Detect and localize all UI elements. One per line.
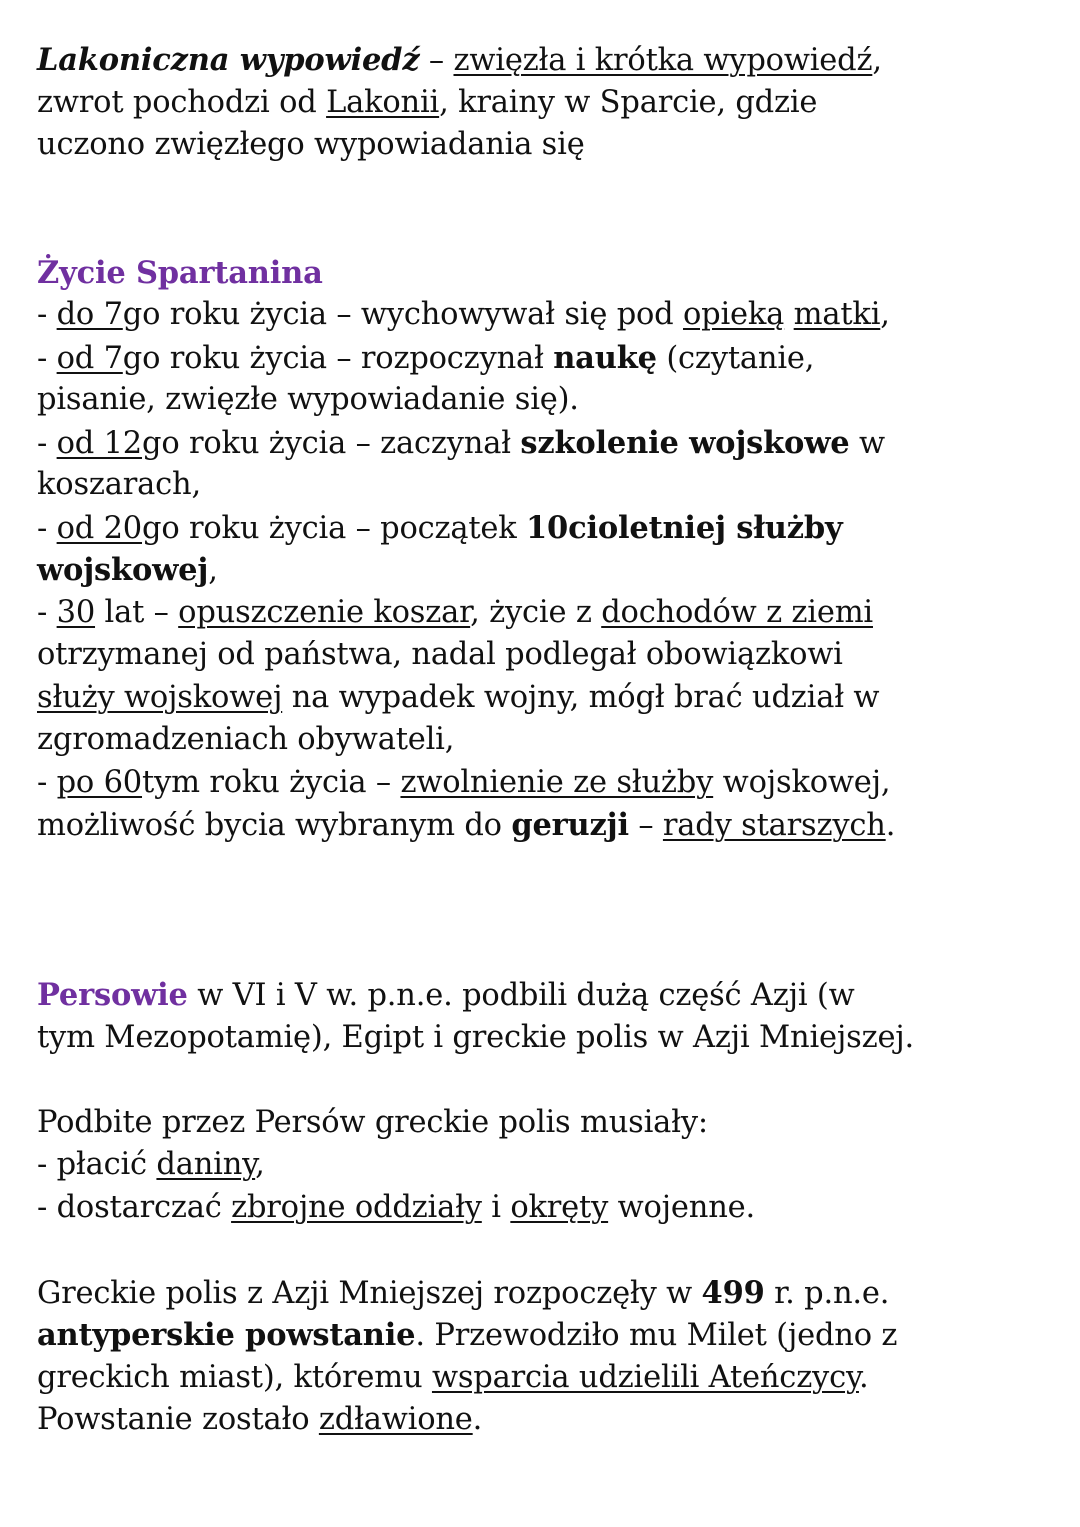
text-line [37, 634, 843, 677]
text-line [37, 1314, 897, 1358]
underlined-text: 30 [56, 594, 96, 630]
text-segment: zgromadzeniach obywateli, [37, 722, 455, 757]
section-heading: Życie Spartanina [37, 254, 323, 291]
text-segment: zwrot pochodzi od [37, 84, 327, 120]
text-segment: na wypadek wojny, mógł brać udział w [282, 679, 880, 715]
text-line [37, 252, 323, 296]
text-segment: tym Mezopotamię), Egipt i greckie polis w Azji Mniejszej. [37, 1019, 915, 1055]
text-segment: r. p.n.e. [764, 1275, 890, 1311]
underlined-text: opieką [683, 297, 785, 332]
text-segment: pisanie, zwięzłe wypowiadanie się). [37, 382, 579, 417]
text-segment: otrzymanej od państwa, nadal podlegał obowiązkowi [37, 637, 843, 672]
text-segment: Greckie polis z Azji Mniejszej rozpoczęły w [37, 1275, 702, 1311]
bold-text: 499 [701, 1274, 765, 1311]
text-segment: . [885, 808, 896, 843]
underlined-text: rady starszych [662, 808, 886, 843]
text-segment: , [255, 1147, 265, 1182]
bold-text: szkolenie wojskowe [520, 424, 850, 461]
text-line [37, 719, 454, 762]
text-segment: go roku życia – rozpoczynał [122, 340, 554, 376]
underlined-text: okręty [510, 1189, 609, 1225]
text-segment: go roku życia – początek [142, 510, 527, 546]
text-line [37, 1102, 708, 1145]
bold-text: naukę [553, 339, 657, 376]
bold-text: 10cioletniej służby [526, 509, 843, 546]
bold-text: geruzji [511, 807, 629, 843]
bold-text: wojskowej [37, 552, 209, 588]
text-segment: możliwość bycia wybranym do [37, 808, 512, 843]
text-segment: , życie z [470, 594, 602, 630]
text-segment: w VI i V w. p.n.e. podbili dużą część Azji (w [187, 978, 855, 1013]
section-heading: Persowie [37, 977, 188, 1013]
bold-text: antyperskie powstanie [37, 1317, 416, 1353]
underlined-text: wsparcia udzielili Ateńczycy [431, 1359, 859, 1395]
text-line [37, 1399, 482, 1442]
text-segment: - [37, 510, 57, 546]
text-line [37, 974, 855, 1018]
text-segment: Powstanie zostało [37, 1402, 319, 1437]
text-segment: . [858, 1359, 869, 1395]
text-line [37, 762, 890, 805]
text-segment: i [481, 1189, 511, 1225]
text-segment: - [37, 340, 57, 376]
underlined-text: służy wojskowej [37, 679, 283, 715]
text-line [37, 592, 873, 635]
text-line [37, 549, 218, 593]
text-segment: , [872, 43, 882, 78]
text-segment: wojskowej, [713, 764, 891, 800]
text-segment: w [849, 425, 885, 461]
text-line [37, 124, 585, 167]
text-segment: - [37, 297, 57, 332]
text-line [37, 1017, 914, 1060]
bold-italic-term: Lakoniczna wypowiedź [37, 42, 420, 78]
text-segment [784, 297, 794, 332]
text-segment: , [880, 297, 890, 332]
underlined-text: zwięzła i krótka wypowiedź [453, 43, 873, 78]
text-line [37, 1144, 265, 1187]
text-line [37, 422, 885, 466]
text-segment: - [37, 425, 57, 461]
underlined-text: do 7 [56, 297, 123, 332]
text-segment: tym roku życia – [142, 764, 401, 800]
text-segment: koszarach, [37, 467, 201, 502]
text-line [37, 337, 814, 381]
text-segment: uczono zwięzłego wypowiadania się [37, 127, 585, 162]
text-line [37, 464, 201, 507]
text-segment: (czytanie, [656, 340, 815, 376]
text-segment: - dostarczać [37, 1189, 232, 1225]
text-line [37, 1187, 755, 1230]
underlined-text: po 60 [56, 764, 143, 800]
text-line [37, 39, 882, 83]
text-segment: wojenne. [608, 1189, 756, 1225]
text-segment: . Przewodziło mu Milet (jedno z [415, 1318, 898, 1353]
text-segment: Podbite przez Persów greckie polis musiały: [37, 1104, 708, 1140]
text-segment: - [37, 594, 57, 630]
text-segment: - [37, 764, 57, 800]
text-segment: , krainy w Sparcie, gdzie [439, 84, 818, 120]
underlined-text: dochodów z ziemi [601, 594, 873, 630]
text-segment: go roku życia – zaczynał [142, 425, 521, 461]
text-line [37, 804, 895, 848]
underlined-text: od 20 [56, 510, 143, 546]
text-segment: - płacić [37, 1147, 157, 1182]
text-segment: . [472, 1402, 483, 1437]
text-segment: lat – [95, 594, 179, 630]
text-line [37, 379, 579, 422]
underlined-text: daniny [156, 1147, 256, 1182]
underlined-text: zdławione [318, 1402, 473, 1437]
underlined-text: od 12 [56, 425, 143, 461]
text-line [37, 1357, 868, 1400]
underlined-text: opuszczenie koszar [178, 594, 471, 630]
text-segment: greckich miast), któremu [37, 1359, 432, 1395]
text-line [37, 507, 843, 551]
text-segment: – [628, 808, 663, 843]
underlined-text: od 7 [56, 340, 123, 376]
underlined-text: Lakonii [326, 84, 440, 120]
text-line [37, 1272, 889, 1316]
text-line [37, 82, 817, 125]
underlined-text: zwolnienie ze służby [400, 764, 714, 800]
underlined-text: zbrojne oddziały [231, 1189, 482, 1225]
text-segment: – [419, 43, 454, 78]
text-line [37, 677, 879, 720]
text-line [37, 294, 890, 337]
text-segment: , [208, 553, 218, 588]
underlined-text: matki [793, 297, 881, 332]
text-segment: go roku życia – wychowywał się pod [122, 297, 683, 332]
